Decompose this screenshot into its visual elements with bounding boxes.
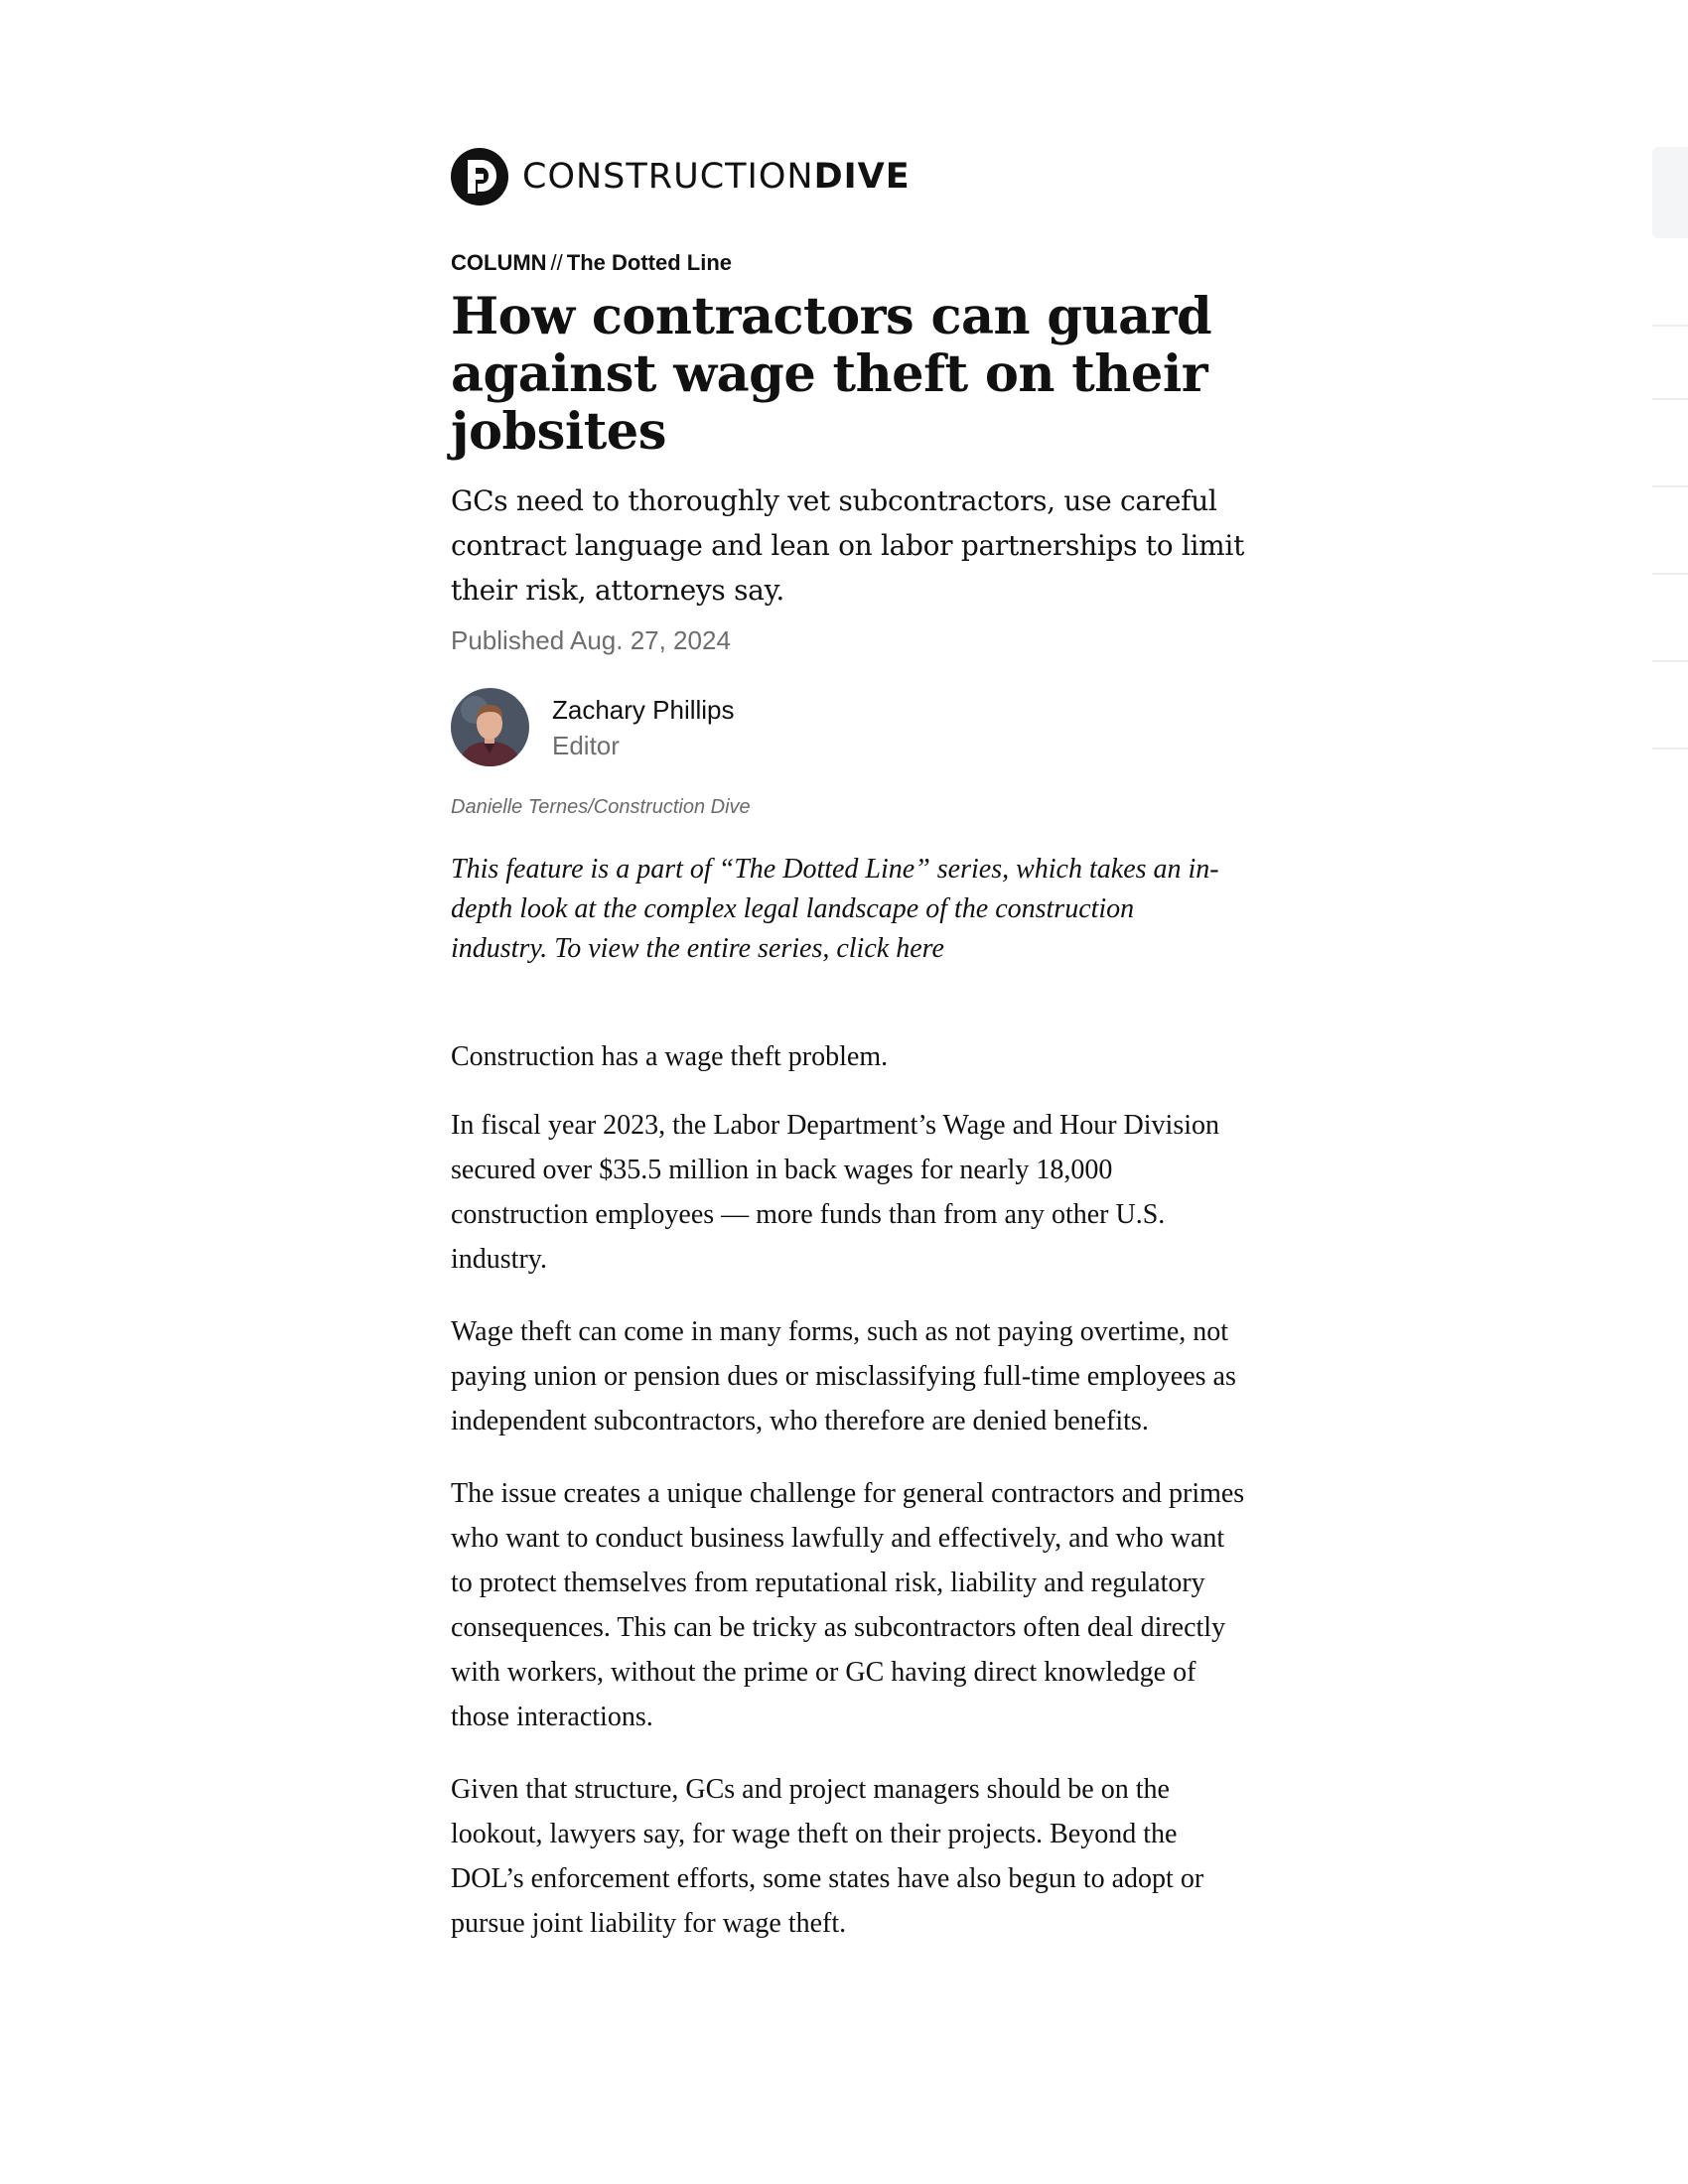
body-paragraph: Construction has a wage theft problem. (451, 1041, 889, 1073)
author-title: Editor (552, 730, 620, 760)
series-note (451, 850, 1225, 969)
kicker-separator: // (550, 250, 563, 275)
article-headline: How contractors can guard against wage theft on their jobsites (451, 287, 1212, 463)
image-credit: Danielle Ternes/Construction Dive (451, 796, 751, 819)
body-paragraph: In fiscal year 2023, the Labor Department’s Wage and Hour Division secured over $35.5 million in back wages for nearly 18,000 construction employees — more funds than from any other U.S. industry. (451, 1110, 1220, 1276)
right-rail-divider (1652, 398, 1688, 400)
right-rail-placeholder (1652, 147, 1688, 238)
author-photo (451, 688, 529, 766)
article-kicker (451, 250, 1245, 276)
right-rail-divider (1652, 485, 1688, 487)
body-paragraph: Given that structure, GCs and project managers should be on the lookout, lawyers say, for wage theft on their projects. Beyond the DOL’s enforcement efforts, some states have also begun to adopt or pursue joint liability for wage theft. (451, 1774, 1204, 1940)
author-avatar[interactable] (451, 688, 529, 766)
construction-dive-logo-icon (451, 148, 508, 205)
article-body (451, 1034, 1245, 1946)
series-note-link[interactable]: This feature is a part of “The Dotted Line” series, which takes an in-depth look at the complex legal landscape of the construction industry. To view the entire series, click here (451, 854, 1219, 965)
site-name-bold: DIVE (813, 156, 911, 197)
article-dek: GCs need to thoroughly vet subcontractors, use careful contract language and lean on labor partnerships to limit their risk, attorneys say. (451, 484, 1245, 608)
right-rail-divider (1652, 573, 1688, 575)
right-rail-divider (1652, 325, 1688, 327)
author-name-link[interactable]: Zachary Phillips (552, 694, 735, 725)
site-name (522, 156, 911, 197)
body-paragraph: Wage theft can come in many forms, such as not paying overtime, not paying union or pension dues or misclassifying full-time employees as independent subcontractors, who therefore are denied benefits. (451, 1316, 1236, 1437)
publish-date: Published Aug. 27, 2024 (451, 625, 731, 656)
section-link[interactable]: COLUMN (451, 250, 547, 275)
right-rail-divider (1652, 748, 1688, 750)
author-byline (451, 688, 1245, 766)
site-logo-link[interactable] (451, 147, 1245, 206)
site-name-light: CONSTRUCTION (522, 156, 814, 197)
series-link[interactable]: The Dotted Line (566, 250, 732, 275)
body-paragraph: The issue creates a unique challenge for general contractors and primes who want to conduct business lawfully and effectively, and who want to protect themselves from reputational risk, liability and regulatory consequences. This can be tricky as subcontractors often deal directly with workers, without the prime or GC having direct knowledge of those interactions. (451, 1478, 1245, 1733)
article-page (451, 147, 1245, 1974)
right-rail-divider (1652, 660, 1688, 662)
